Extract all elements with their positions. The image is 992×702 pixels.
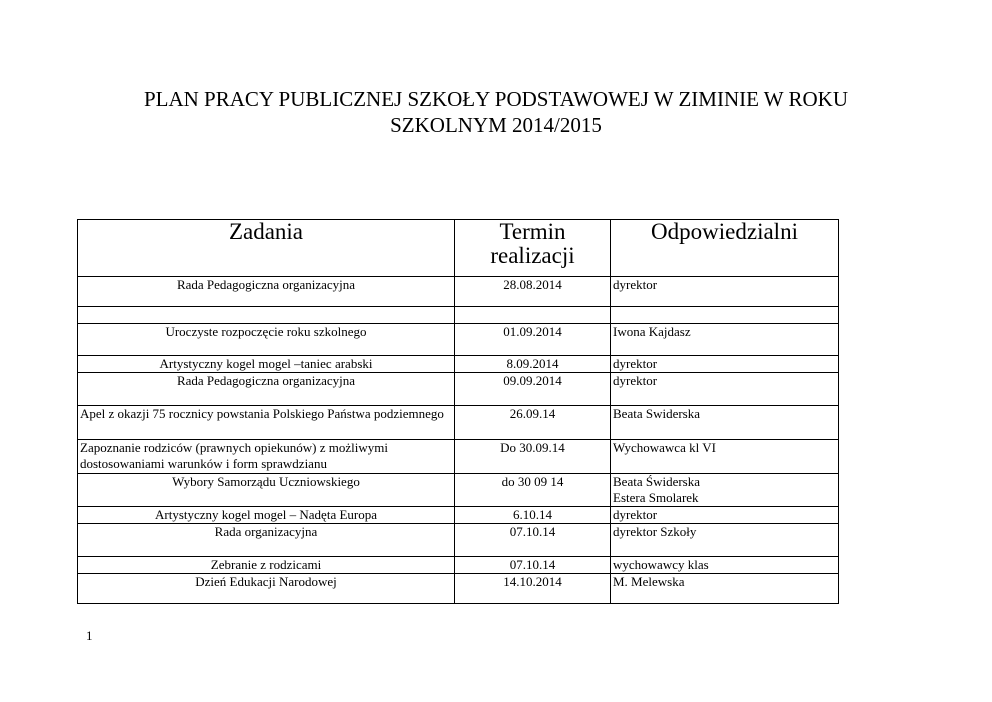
responsible-cell: dyrektor — [611, 507, 839, 524]
date-cell — [455, 307, 611, 324]
header-term-line1: Termin — [499, 219, 566, 244]
task-cell: Zebranie z rodzicami — [78, 557, 455, 574]
table-row — [78, 557, 839, 574]
table-row — [78, 373, 839, 406]
task-cell — [78, 307, 455, 324]
task-cell: Dzień Edukacji Narodowej — [78, 574, 455, 604]
date-cell: 28.08.2014 — [455, 277, 611, 307]
task-cell: Wybory Samorządu Uczniowskiego — [78, 474, 455, 507]
table-row — [78, 307, 839, 324]
table-row — [78, 474, 839, 507]
table-row — [78, 324, 839, 356]
task-cell: Artystyczny kogel mogel – Nadęta Europa — [78, 507, 455, 524]
date-cell: 26.09.14 — [455, 406, 611, 440]
responsible-cell: dyrektor Szkoły — [611, 524, 839, 557]
table-row — [78, 356, 839, 373]
responsible-name: Beata Świderska — [613, 474, 701, 489]
task-cell: Rada Pedagogiczna organizacyjna — [78, 277, 455, 307]
responsible-cell: wychowawcy klas — [611, 557, 839, 574]
date-cell: 01.09.2014 — [455, 324, 611, 356]
table-row — [78, 406, 839, 440]
header-responsible: Odpowiedzialni — [611, 220, 839, 277]
task-cell: Rada Pedagogiczna organizacyjna — [78, 373, 455, 406]
table-row — [78, 574, 839, 604]
date-cell: 09.09.2014 — [455, 373, 611, 406]
title-line-2: SZKOLNYM 2014/2015 — [390, 113, 602, 137]
responsible-cell: Beata Swiderska — [611, 406, 839, 440]
document-title — [60, 86, 932, 138]
table-row — [78, 440, 839, 474]
table-row — [78, 524, 839, 557]
responsible-cell: dyrektor — [611, 356, 839, 373]
header-term-line2: realizacji — [490, 243, 575, 268]
date-cell: Do 30.09.14 — [455, 440, 611, 474]
responsible-cell: dyrektor — [611, 277, 839, 307]
date-cell: 14.10.2014 — [455, 574, 611, 604]
date-cell: 07.10.14 — [455, 557, 611, 574]
table-header-row — [78, 220, 839, 277]
table-row — [78, 507, 839, 524]
responsible-cell: M. Melewska — [611, 574, 839, 604]
page-number: 1 — [86, 628, 93, 643]
task-cell: Uroczyste rozpoczęcie roku szkolnego — [78, 324, 455, 356]
responsible-cell: dyrektor — [611, 373, 839, 406]
responsible-cell — [611, 474, 839, 507]
date-cell: 8.09.2014 — [455, 356, 611, 373]
task-cell: Zapoznanie rodziców (prawnych opiekunów) z możliwymi dostosowaniami warunków i form sprawdzianu — [78, 440, 455, 474]
header-term — [455, 220, 611, 277]
task-cell: Rada organizacyjna — [78, 524, 455, 557]
date-cell: do 30 09 14 — [455, 474, 611, 507]
responsible-name-2: Estera Smolarek — [613, 490, 699, 505]
responsible-cell — [611, 307, 839, 324]
task-cell: Apel z okazji 75 rocznicy powstania Polskiego Państwa podziemnego — [78, 406, 455, 440]
date-cell: 07.10.14 — [455, 524, 611, 557]
responsible-cell: Wychowawca kl VI — [611, 440, 839, 474]
responsible-cell: Iwona Kajdasz — [611, 324, 839, 356]
header-tasks: Zadania — [78, 220, 455, 277]
work-plan-table — [77, 219, 839, 604]
table-row — [78, 277, 839, 307]
title-line-1: PLAN PRACY PUBLICZNEJ SZKOŁY PODSTAWOWEJ W ZIMINIE W ROKU — [143, 87, 849, 111]
task-cell: Artystyczny kogel mogel –taniec arabski — [78, 356, 455, 373]
date-cell: 6.10.14 — [455, 507, 611, 524]
